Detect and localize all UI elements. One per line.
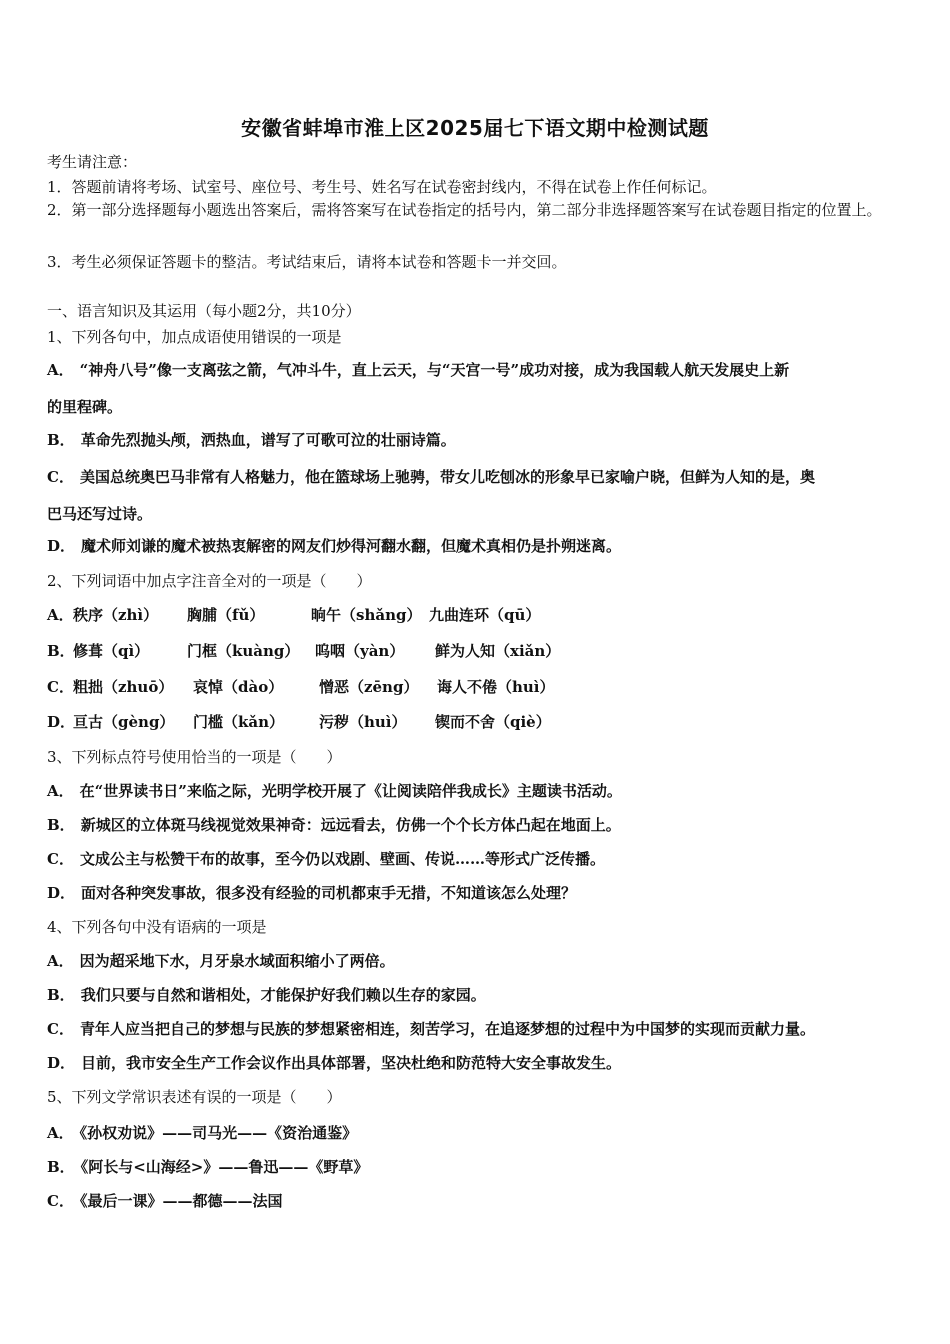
q3-option-c bbox=[47, 849, 907, 869]
option-text: 因为超采地下水，月牙泉水域面积缩小了两倍。 bbox=[79, 952, 395, 970]
q5-stem: 5、下列文学常识表述有误的一项是（ ） bbox=[47, 1088, 342, 1106]
option-label: A． bbox=[47, 1124, 74, 1142]
option-text: 我们只要与自然和谐相处，才能保护好我们赖以生存的家园。 bbox=[80, 986, 486, 1004]
option-label: D． bbox=[47, 1054, 76, 1072]
notice-item-2: 2．第一部分选择题每小题选出答案后，需将答案写在试卷指定的括号内，第二部分非选择题答案写在试卷题目指定的位置上。 bbox=[47, 201, 882, 219]
option-text: 《最后一课》——都德——法国 bbox=[79, 1192, 283, 1210]
q1-option-d bbox=[47, 536, 907, 556]
option-label: A． bbox=[47, 782, 74, 800]
option-label: C． bbox=[47, 1020, 74, 1038]
q5-option-c bbox=[47, 1191, 907, 1211]
q4-option-b bbox=[47, 985, 907, 1005]
option-text: 魔术师刘谦的魔术被热衷解密的网友们炒得河翻水翻，但魔术真相仍是扑朔迷离。 bbox=[81, 537, 622, 555]
option-label: B． bbox=[47, 986, 75, 1004]
option-label: B． bbox=[47, 431, 75, 449]
word-2: 门框（kuàng） bbox=[187, 642, 300, 660]
q1-option-b bbox=[47, 430, 907, 450]
q2-option-a bbox=[47, 605, 907, 625]
q4-option-d bbox=[47, 1053, 907, 1073]
option-text: 目前，我市安全生产工作会议作出具体部署，坚决杜绝和防范特大安全事故发生。 bbox=[81, 1054, 622, 1072]
word-4: 九曲连环（qū） bbox=[429, 606, 541, 624]
q3-option-d bbox=[47, 883, 907, 903]
q5-option-b bbox=[47, 1157, 907, 1177]
notice-item-1: 1．答题前请将考场、试室号、座位号、考生号、姓名写在试卷密封线内，不得在试卷上作任何标记。 bbox=[47, 178, 717, 196]
word-1: 秩序（zhì） bbox=[73, 606, 159, 624]
option-label: C． bbox=[47, 1192, 74, 1210]
q2-stem: 2、下列词语中加点字注音全对的一项是（ ） bbox=[47, 572, 372, 590]
q2-option-c bbox=[47, 677, 907, 697]
option-label: A． bbox=[47, 606, 74, 624]
q4-stem: 4、下列各句中没有语病的一项是 bbox=[47, 918, 267, 936]
option-label: B． bbox=[47, 816, 75, 834]
q4-option-c bbox=[47, 1019, 907, 1039]
word-3: 晌午（shǎng） bbox=[311, 606, 422, 624]
option-label: D． bbox=[47, 884, 76, 902]
option-label: C． bbox=[47, 678, 74, 696]
option-text: 《阿长与<山海经>》——鲁迅——《野草》 bbox=[80, 1158, 369, 1176]
q3-option-b bbox=[47, 815, 907, 835]
option-text: 面对各种突发事故，很多没有经验的司机都束手无措，不知道该怎么处理？ bbox=[81, 884, 577, 902]
q5-option-a bbox=[47, 1123, 907, 1143]
word-4: 鲜为人知（xiǎn） bbox=[435, 642, 561, 660]
option-label: D． bbox=[47, 713, 76, 731]
q1-option-c-cont: 巴马还写过诗。 bbox=[47, 505, 153, 523]
word-2: 胸脯（fǔ） bbox=[187, 606, 265, 624]
q1-option-c bbox=[47, 467, 907, 487]
notice-heading: 考生请注意： bbox=[47, 153, 138, 171]
option-text: 《孙权劝说》——司马光——《资治通鉴》 bbox=[79, 1124, 358, 1142]
option-text: 青年人应当把自己的梦想与民族的梦想紧密相连，刻苦学习，在追逐梦想的过程中为中国梦的实现而贡献力量。 bbox=[79, 1020, 815, 1038]
page-title: 安徽省蚌埠市淮上区2025届七下语文期中检测试题 bbox=[241, 116, 709, 140]
option-label: A． bbox=[47, 361, 74, 379]
q3-stem: 3、下列标点符号使用恰当的一项是（ ） bbox=[47, 748, 342, 766]
option-label: B． bbox=[47, 642, 75, 660]
q2-option-d bbox=[47, 712, 907, 732]
word-4: 锲而不舍（qiè） bbox=[435, 713, 551, 731]
option-label: C． bbox=[47, 468, 74, 486]
word-2: 哀悼（dào） bbox=[193, 678, 284, 696]
option-label: B． bbox=[47, 1158, 75, 1176]
word-1: 亘古（gèng） bbox=[73, 713, 175, 731]
notice-item-3: 3．考生必须保证答题卡的整洁。考试结束后，请将本试卷和答题卡一并交回。 bbox=[47, 253, 567, 271]
option-text: 新城区的立体斑马线视觉效果神奇：远远看去，仿佛一个个长方体凸起在地面上。 bbox=[80, 816, 621, 834]
q1-option-a bbox=[47, 360, 907, 380]
option-label: C． bbox=[47, 850, 74, 868]
word-1: 修葺（qì） bbox=[73, 642, 150, 660]
word-3: 污秽（huì） bbox=[319, 713, 407, 731]
word-3: 憎恶（zēng） bbox=[319, 678, 419, 696]
option-text: 文成公主与松赞干布的故事，至今仍以戏剧、壁画、传说……等形式广泛传播。 bbox=[79, 850, 605, 868]
q3-option-a bbox=[47, 781, 907, 801]
option-label: D． bbox=[47, 537, 76, 555]
section-heading: 一、语言知识及其运用（每小题2分，共10分） bbox=[47, 302, 361, 320]
word-3: 呜咽（yàn） bbox=[315, 642, 405, 660]
option-text: 革命先烈抛头颅，洒热血，谱写了可歌可泣的壮丽诗篇。 bbox=[80, 431, 456, 449]
q1-stem: 1、下列各句中，加点成语使用错误的一项是 bbox=[47, 328, 342, 346]
q1-option-a-cont: 的里程碑。 bbox=[47, 398, 123, 416]
option-label: A． bbox=[47, 952, 74, 970]
option-text: 美国总统奥巴马非常有人格魅力，他在篮球场上驰骋，带女儿吃刨冰的形象早已家喻户晓，但鲜为人知的是，奥 bbox=[79, 468, 815, 486]
option-text: 在“世界读书日”来临之际，光明学校开展了《让阅读陪伴我成长》主题读书活动。 bbox=[79, 782, 622, 800]
word-1: 粗拙（zhuō） bbox=[73, 678, 174, 696]
q2-option-b bbox=[47, 641, 907, 661]
option-text: “神舟八号”像一支离弦之箭，气冲斗牛，直上云天，与“天宫一号”成功对接，成为我国载人航天发展史上新 bbox=[79, 361, 790, 379]
q4-option-a bbox=[47, 951, 907, 971]
word-4: 诲人不倦（huì） bbox=[437, 678, 555, 696]
word-2: 门槛（kǎn） bbox=[193, 713, 285, 731]
